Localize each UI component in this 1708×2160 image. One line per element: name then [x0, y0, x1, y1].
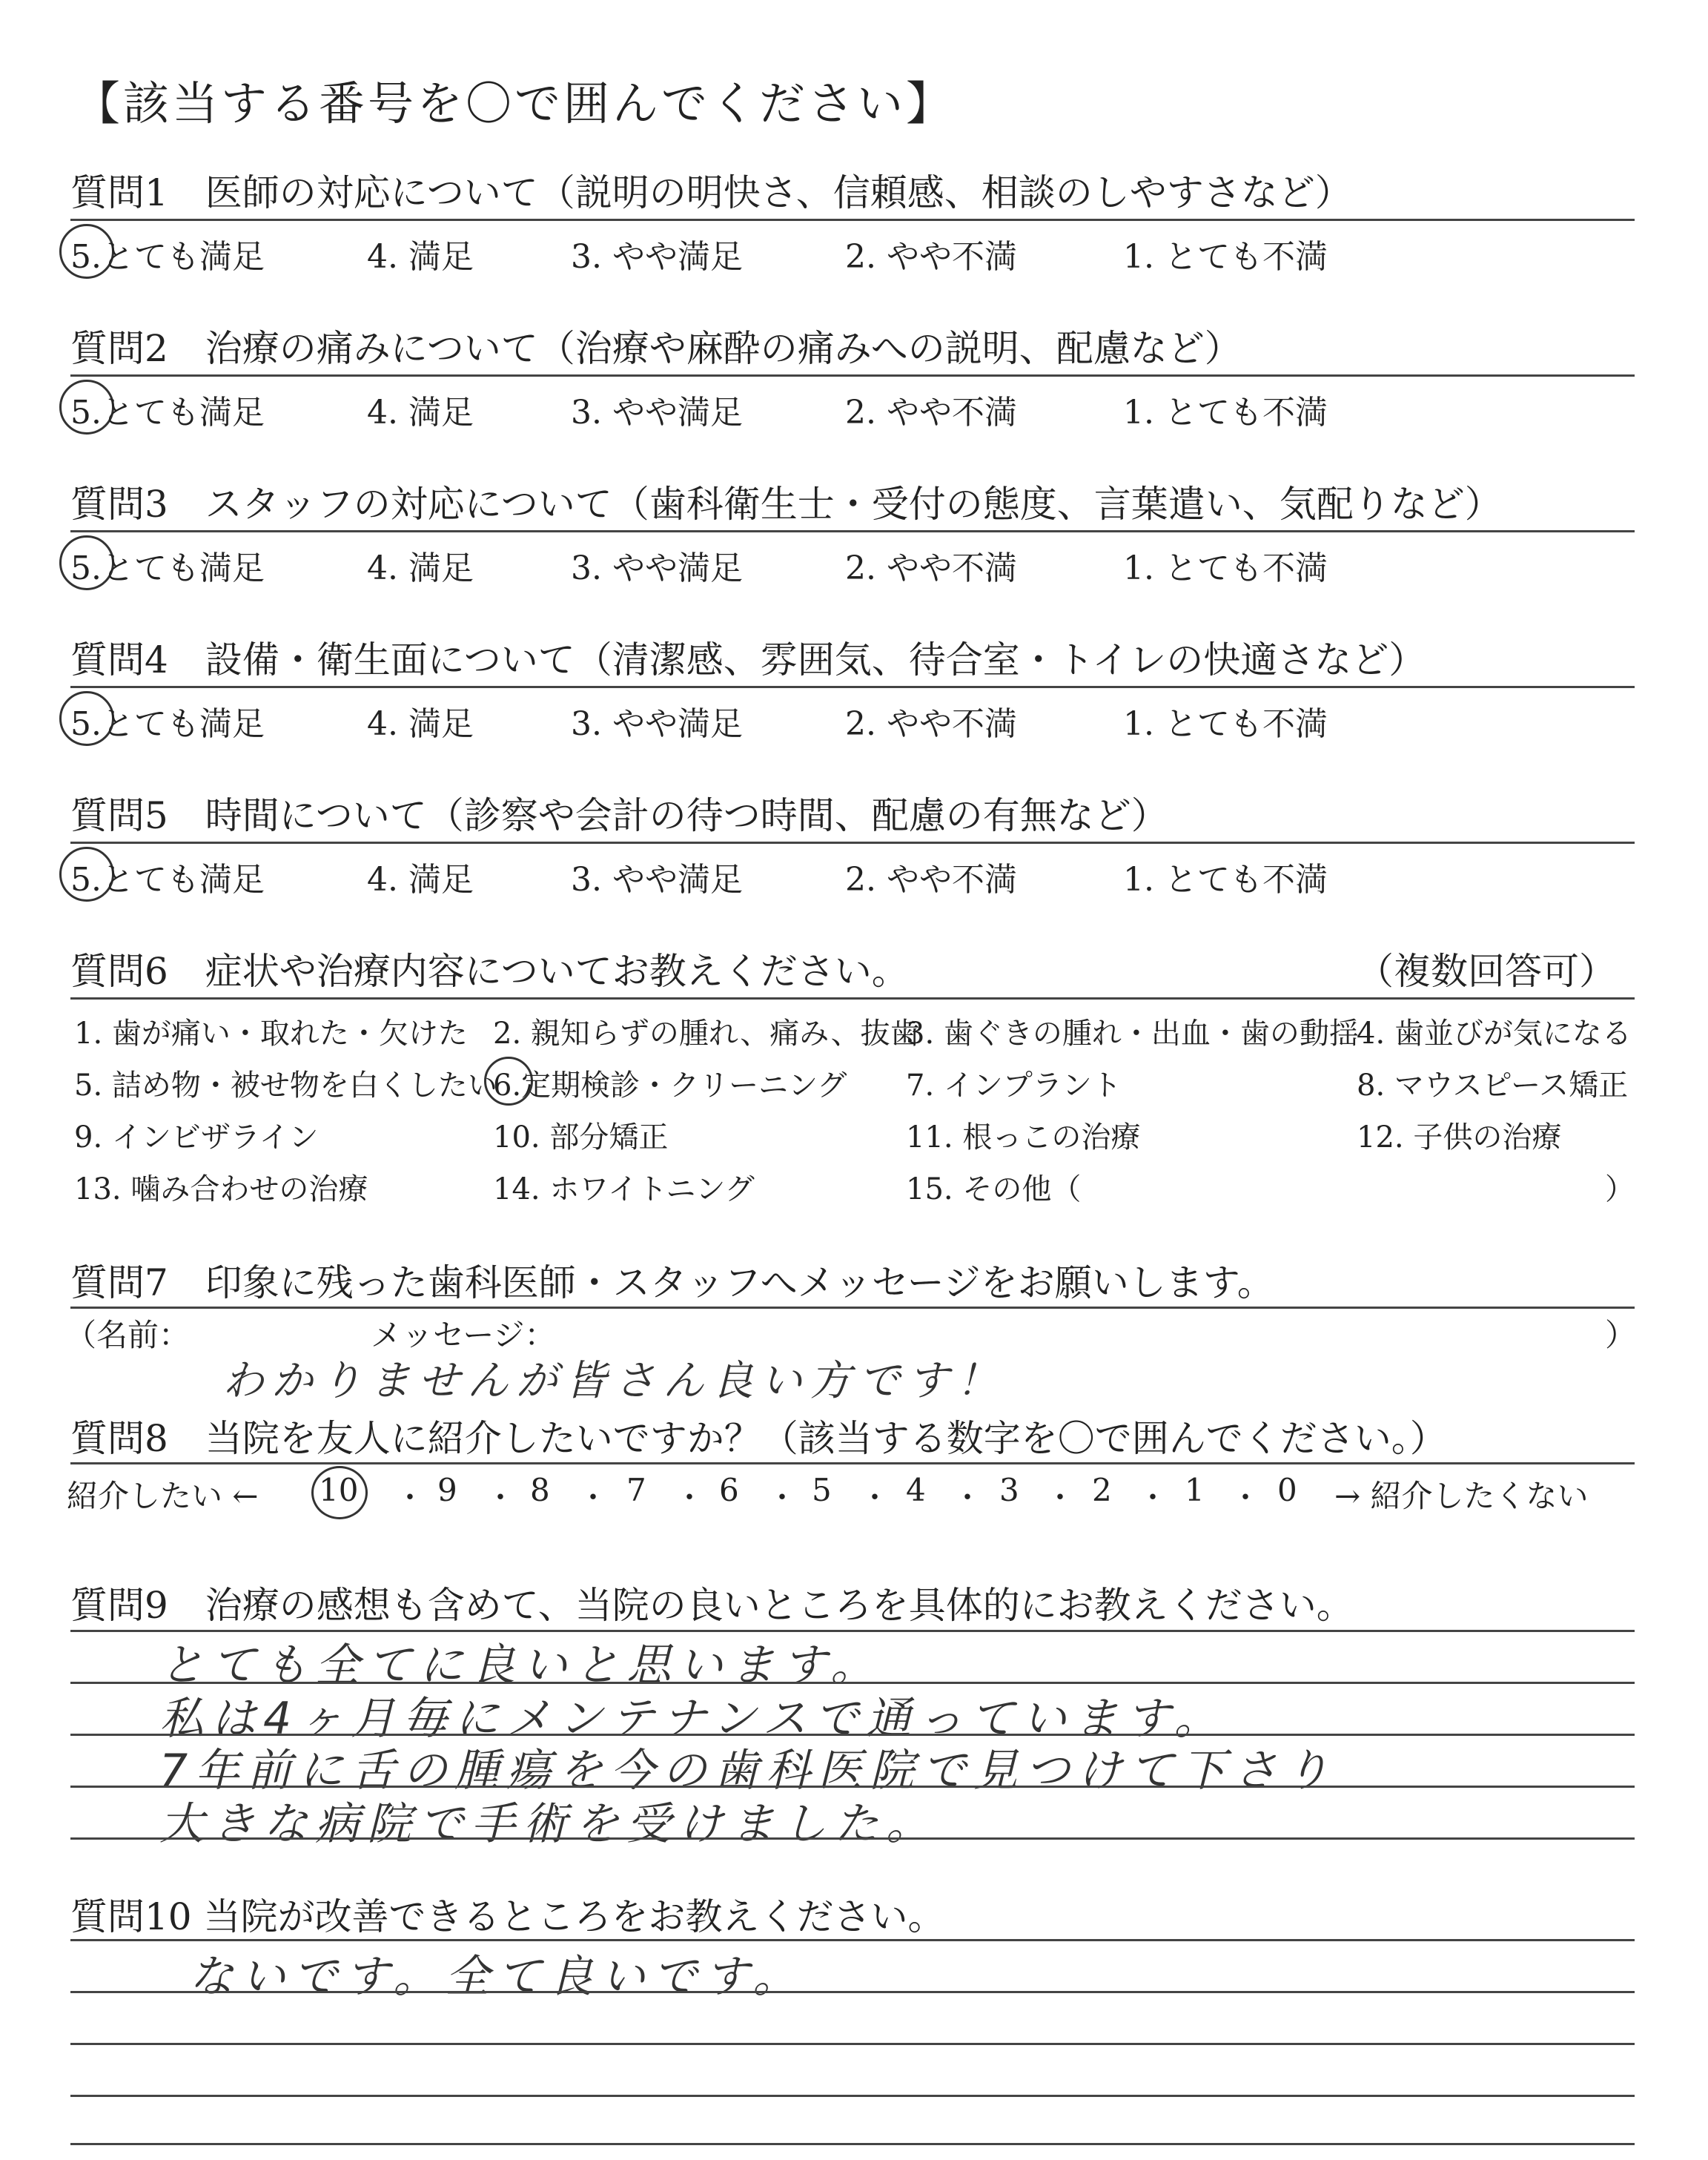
- separator: ・: [953, 1481, 982, 1515]
- q2-option-3[interactable]: 3. やや満足: [571, 394, 743, 432]
- q6-other-close-paren: ）: [1605, 1172, 1635, 1206]
- name-label: （名前：: [65, 1317, 191, 1353]
- scale-1[interactable]: 1: [1185, 1472, 1205, 1508]
- q1-option-1[interactable]: 1. とても不満: [1123, 238, 1328, 276]
- answer-line-1[interactable]: とても全てに良いと思います。: [159, 1639, 883, 1691]
- q2-option-4[interactable]: 4. 満足: [367, 394, 474, 432]
- q6-item-15[interactable]: 15. その他（: [906, 1172, 1082, 1206]
- question-1-title: 質問1 医師の対応について（説明の明快さ、信頼感、相談のしやすさなど）: [70, 171, 1352, 214]
- q4-option-3[interactable]: 3. やや満足: [571, 705, 743, 743]
- q1-option-4[interactable]: 4. 満足: [367, 238, 474, 276]
- q5-option-2[interactable]: 2. やや不満: [845, 861, 1017, 899]
- q4-option-1[interactable]: 1. とても不満: [1123, 705, 1328, 743]
- q1-option-5[interactable]: 5.とても満足: [70, 238, 265, 276]
- q1-option-3[interactable]: 3. やや満足: [571, 238, 743, 276]
- divider: [70, 374, 1635, 377]
- separator: ・: [578, 1481, 608, 1515]
- q2-option-5[interactable]: 5.とても満足: [70, 394, 265, 432]
- q4-option-5[interactable]: 5.とても満足: [70, 705, 265, 743]
- q3-option-1[interactable]: 1. とても不満: [1123, 549, 1328, 587]
- scale-0[interactable]: 0: [1277, 1472, 1297, 1508]
- ruled-line: [70, 2095, 1635, 2097]
- q3-option-5[interactable]: 5.とても満足: [70, 549, 265, 587]
- q6-item-12[interactable]: 12. 子供の治療: [1357, 1120, 1562, 1155]
- q2-option-1[interactable]: 1. とても不満: [1123, 394, 1328, 432]
- q5-option-4[interactable]: 4. 満足: [367, 861, 474, 899]
- separator: ・: [767, 1481, 797, 1515]
- q1-option-2[interactable]: 2. やや不満: [845, 238, 1017, 276]
- ruled-line: [70, 1991, 1635, 1993]
- q3-option-3[interactable]: 3. やや満足: [571, 549, 743, 587]
- question-2-title: 質問2 治療の痛みについて（治療や麻酔の痛みへの説明、配慮など）: [70, 327, 1242, 370]
- recommend-label: 紹介したい ←: [67, 1478, 259, 1514]
- q6-item-5[interactable]: 5. 詰め物・被せ物を白くしたい: [74, 1069, 497, 1103]
- divider: [70, 686, 1635, 688]
- answer-line-4[interactable]: 大きな病院で手術を受けました。: [159, 1798, 938, 1850]
- separator: ・: [1231, 1481, 1260, 1515]
- question-10-title: 質問10 当院が改善できるところをお教えください。: [70, 1895, 945, 1938]
- question-3-title: 質問3 スタッフの対応について（歯科衛生士・受付の態度、言葉遣い、気配りなど）: [70, 483, 1502, 526]
- scale-10[interactable]: 10: [319, 1472, 359, 1508]
- divider: [70, 219, 1635, 221]
- separator: ・: [1045, 1481, 1075, 1515]
- q4-option-2[interactable]: 2. やや不満: [845, 705, 1017, 743]
- question-4-title: 質問4 設備・衛生面について（清潔感、雰囲気、待合室・トイレの快適さなど）: [70, 638, 1426, 681]
- q3-option-2[interactable]: 2. やや不満: [845, 549, 1017, 587]
- question-9-title: 質問9 治療の感想も含めて、当院の良いところを具体的にお教えください。: [70, 1584, 1354, 1627]
- message-close-paren: ）: [1605, 1317, 1637, 1353]
- improvement-answer[interactable]: ないです。全て良いです。: [189, 1951, 805, 2003]
- scale-8[interactable]: 8: [530, 1472, 550, 1508]
- separator: ・: [395, 1481, 425, 1515]
- q6-item-14[interactable]: 14. ホワイトニング: [493, 1172, 755, 1206]
- divider: [70, 842, 1635, 844]
- scale-4[interactable]: 4: [906, 1472, 926, 1508]
- q6-item-6[interactable]: 6.定期検診・クリーニング: [493, 1069, 847, 1103]
- separator: ・: [486, 1481, 515, 1515]
- q4-option-4[interactable]: 4. 満足: [367, 705, 474, 743]
- ruled-line: [70, 1786, 1635, 1788]
- divider: [70, 1307, 1635, 1309]
- scale-7[interactable]: 7: [626, 1472, 646, 1508]
- divider: [70, 1462, 1635, 1464]
- question-7-title: 質問7 印象に残った歯科医師・スタッフへメッセージをお願いします。: [70, 1261, 1274, 1304]
- separator: ・: [1138, 1481, 1168, 1515]
- q6-item-11[interactable]: 11. 根っこの治療: [906, 1120, 1141, 1155]
- q3-option-4[interactable]: 4. 満足: [367, 549, 474, 587]
- q2-option-2[interactable]: 2. やや不満: [845, 394, 1017, 432]
- multiple-answers-note: （複数回答可）: [1357, 950, 1616, 993]
- q6-item-2[interactable]: 2. 親知らずの腫れ、痛み、抜歯: [493, 1017, 920, 1051]
- q6-item-1[interactable]: 1. 歯が痛い・取れた・欠けた: [74, 1017, 468, 1051]
- scale-2[interactable]: 2: [1092, 1472, 1112, 1508]
- answer-line-3[interactable]: 7年前に舌の腫瘍を今の歯科医院で見つけて下さり: [159, 1745, 1337, 1797]
- q6-item-10[interactable]: 10. 部分矯正: [493, 1120, 669, 1155]
- scale-6[interactable]: 6: [719, 1472, 739, 1508]
- q6-item-3[interactable]: 3. 歯ぐきの腫れ・出血・歯の動揺: [906, 1017, 1359, 1051]
- separator: ・: [675, 1481, 704, 1515]
- not-recommend-label: → 紹介したくない: [1334, 1478, 1589, 1514]
- separator: ・: [860, 1481, 890, 1515]
- scale-9[interactable]: 9: [437, 1472, 457, 1508]
- handwritten-message[interactable]: わかりませんが皆さん良い方です！: [222, 1357, 1005, 1405]
- divider: [70, 530, 1635, 532]
- scale-5[interactable]: 5: [812, 1472, 832, 1508]
- q6-item-9[interactable]: 9. インビザライン: [74, 1120, 319, 1155]
- question-8-title: 質問8 当院を友人に紹介したいですか？（該当する数字を〇で囲んでください。）: [70, 1417, 1447, 1460]
- scale-3[interactable]: 3: [999, 1472, 1019, 1508]
- question-5-title: 質問5 時間について（診察や会計の待つ時間、配慮の有無など）: [70, 794, 1168, 837]
- question-6-title: 質問6 症状や治療内容についてお教えください。: [70, 950, 909, 993]
- ruled-line: [70, 2143, 1635, 2145]
- q6-item-13[interactable]: 13. 噛み合わせの治療: [74, 1172, 368, 1206]
- q6-item-7[interactable]: 7. インプラント: [906, 1069, 1122, 1103]
- q5-option-5[interactable]: 5.とても満足: [70, 861, 265, 899]
- message-label: メッセージ：: [371, 1317, 556, 1353]
- ruled-line: [70, 2043, 1635, 2045]
- q5-option-1[interactable]: 1. とても不満: [1123, 861, 1328, 899]
- divider: [70, 997, 1635, 1000]
- answer-line-2[interactable]: 私は4ヶ月毎にメンテナンスで通っています。: [159, 1693, 1226, 1745]
- q5-option-3[interactable]: 3. やや満足: [571, 861, 743, 899]
- page-header: 【該当する番号を〇で囲んでください】: [74, 76, 956, 131]
- q6-item-4[interactable]: 4. 歯並びが気になる: [1357, 1017, 1632, 1051]
- ruled-line: [70, 1837, 1635, 1840]
- q6-item-8[interactable]: 8. マウスピース矯正: [1357, 1069, 1629, 1103]
